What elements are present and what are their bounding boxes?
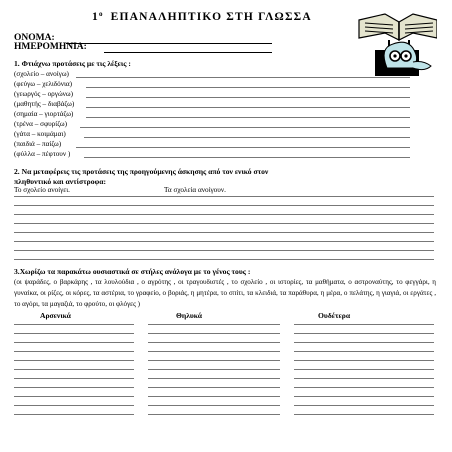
answer-line[interactable] [14, 223, 434, 224]
exercise-3-heading: 3.Χωρίζω τα παρακάτω ουσιαστικά σε στήλες ανάλογα με το γένος τους : [14, 267, 251, 276]
answer-line[interactable] [76, 147, 410, 148]
prompt-row: (σχολείο – ανοίγω) [14, 70, 69, 78]
answer-line[interactable] [294, 387, 434, 388]
prompt-row: (σημαία – γιορτάζω) [14, 110, 74, 118]
answer-line[interactable] [294, 342, 434, 343]
date-field[interactable] [104, 52, 272, 53]
answer-line[interactable] [14, 241, 434, 242]
answer-line[interactable] [14, 378, 134, 379]
prompt-row: (φύλλα – πέφτουν ) [14, 150, 71, 158]
answer-line[interactable] [294, 405, 434, 406]
answer-line[interactable] [294, 369, 434, 370]
prompt-row: (μαθητής – διαβάζω) [14, 100, 75, 108]
name-field[interactable] [66, 43, 272, 44]
answer-line[interactable] [14, 405, 134, 406]
column-header-feminine: Θηλυκά [176, 311, 203, 320]
answer-line[interactable] [148, 324, 280, 325]
page-title: $1^o$ ΕΠΑΝΑΛΗΠΤΙΚΟ ΣΤΗ ΓΛΩΣΣΑ [92, 10, 312, 23]
column-header-neuter: Ουδέτερα [318, 311, 351, 320]
masculine-column [14, 324, 134, 423]
exercise-2-heading: 2. Να μεταφέρεις τις προτάσεις της προηγούμενης άσκησης από τον ενικό στον [14, 167, 269, 176]
prompt-row: (παιδιά – παίζω) [14, 140, 62, 148]
answer-line[interactable] [86, 107, 410, 108]
answer-line[interactable] [294, 396, 434, 397]
answer-line[interactable] [14, 324, 134, 325]
exercise-2-heading-cont: πληθυντικό και αντίστροφα: [14, 177, 107, 186]
answer-line[interactable] [148, 414, 280, 415]
answer-line[interactable] [14, 414, 134, 415]
answer-line[interactable] [148, 369, 280, 370]
answer-line[interactable] [294, 333, 434, 334]
answer-line[interactable] [84, 137, 410, 138]
answer-line[interactable] [294, 324, 434, 325]
answer-line[interactable] [148, 396, 280, 397]
answer-line[interactable] [148, 342, 280, 343]
exercise-1-heading: 1. Φτιάχνω προτάσεις με τις λέξεις : [14, 59, 131, 68]
answer-line[interactable] [14, 369, 134, 370]
answer-line[interactable] [148, 378, 280, 379]
answer-line[interactable] [14, 232, 434, 233]
word-list: (οι ψαράδες, ο βαρκάρης , τα λουλούδια , ο αγρότης , οι τραγουδιστές , το σχολείο , οι ιστορίες, τα μαθήματα, ο αστροναύτης, το φεγγάρι, η γυναίκα, οι ρίζες, οι κόρες, τα αστέρια, το γραφείο, ο βοριάς, η μητέρα, το σπίτι, τα κλειδιά, τα παράθυρα, η μέρα, ο πελάτης, η γιαγιά, οι εργάτες , το αγόρι, τα μαγαζιά, το φρούτο, οι φλόγες ) [14, 278, 436, 308]
answer-line[interactable] [14, 196, 434, 197]
name-label: ΟΝΟΜΑ: [14, 33, 55, 43]
book-reader-icon [357, 6, 437, 76]
answer-line[interactable] [148, 387, 280, 388]
prompt-row: (γεωργός – οργώνω) [14, 90, 74, 98]
example-plural: Τα σχολεία ανοίγουν. [164, 186, 226, 194]
answer-line[interactable] [86, 87, 410, 88]
date-label: ΗΜΕΡΟΜΗΝΙΑ: [14, 42, 87, 52]
answer-line[interactable] [14, 250, 434, 251]
answer-line[interactable] [84, 157, 410, 158]
answer-line[interactable] [294, 414, 434, 415]
answer-line[interactable] [148, 360, 280, 361]
prompt-row: (γάτα – κοιμάμαι) [14, 130, 66, 138]
answer-line[interactable] [14, 396, 134, 397]
answer-line[interactable] [14, 360, 134, 361]
neuter-column [294, 324, 434, 423]
answer-line[interactable] [76, 77, 410, 78]
example-singular: Το σχολείο ανοίγει. [14, 186, 70, 194]
answer-line[interactable] [86, 97, 410, 98]
answer-line[interactable] [14, 333, 134, 334]
answer-line[interactable] [14, 259, 434, 260]
answer-line[interactable] [14, 351, 134, 352]
answer-line[interactable] [14, 205, 434, 206]
answer-line[interactable] [148, 405, 280, 406]
answer-line[interactable] [86, 117, 410, 118]
answer-line[interactable] [80, 127, 410, 128]
answer-line[interactable] [148, 333, 280, 334]
prompt-row: (τρένα – σφυρίζω) [14, 120, 68, 128]
answer-line[interactable] [14, 387, 134, 388]
answer-line[interactable] [148, 351, 280, 352]
column-header-masculine: Αρσενικά [40, 311, 71, 320]
answer-line[interactable] [294, 378, 434, 379]
prompt-row: (φεύγω – χελιδόνια) [14, 80, 73, 88]
answer-line[interactable] [14, 342, 134, 343]
answer-line[interactable] [294, 360, 434, 361]
feminine-column [148, 324, 280, 423]
answer-line[interactable] [14, 214, 434, 215]
answer-line[interactable] [294, 351, 434, 352]
